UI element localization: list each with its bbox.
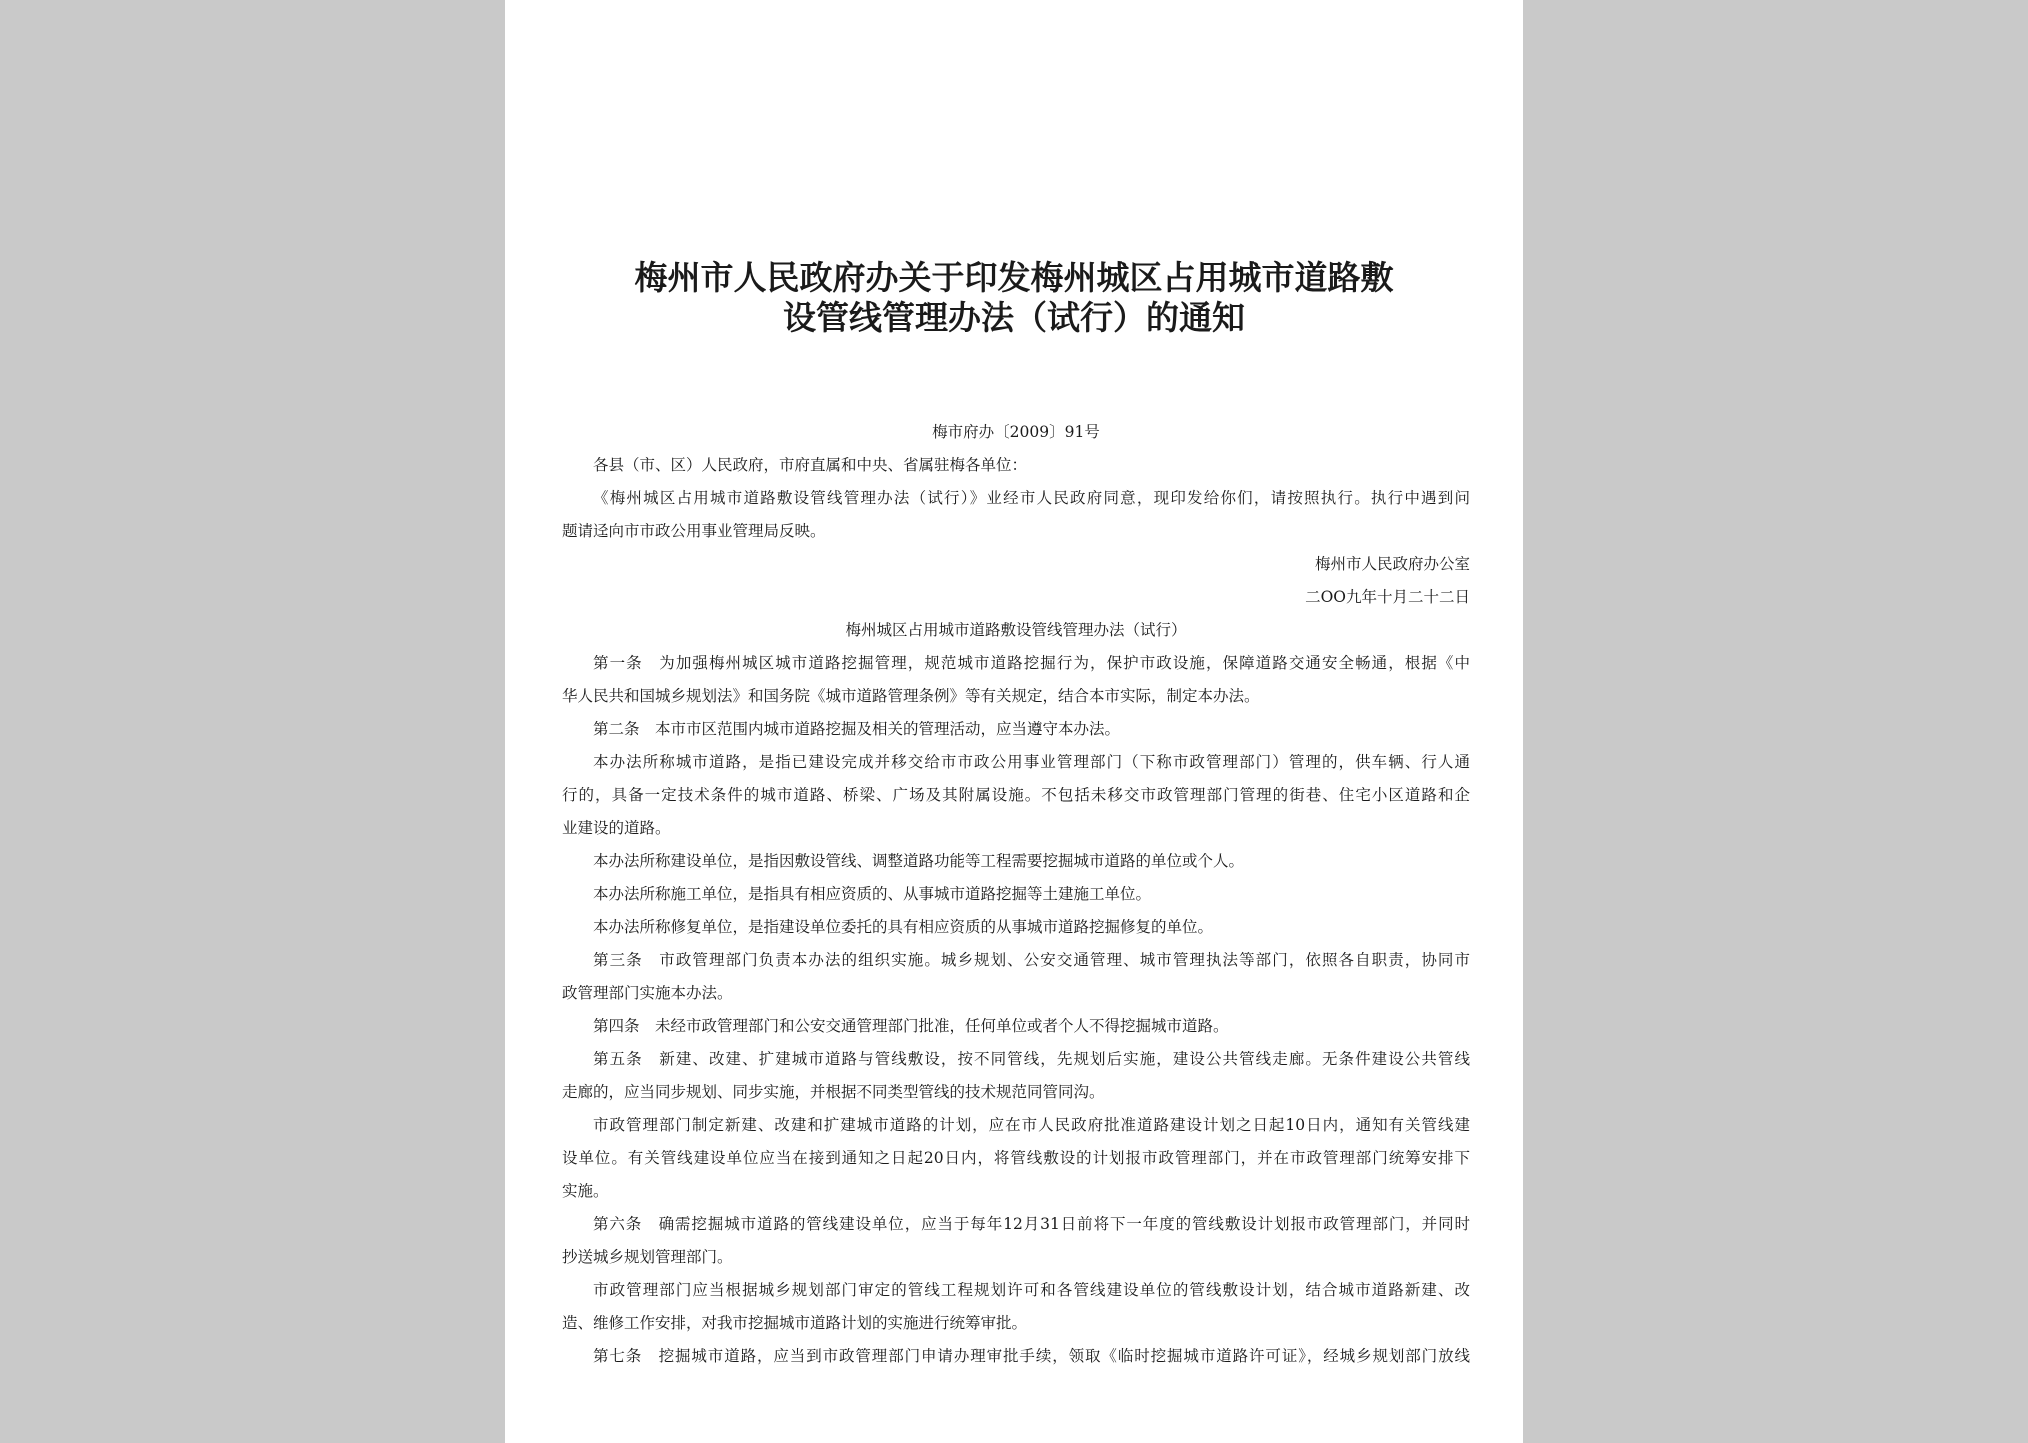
body-line: 业建设的道路。 (562, 819, 671, 837)
body-line: 本办法所称建设单位，是指因敷设管线、调整道路功能等工程需要挖掘城市道路的单位或个人。 (593, 852, 1245, 870)
intro-line-2: 题请迳向市市政公用事业管理局反映。 (562, 522, 826, 540)
issuer-signature: 梅州市人民政府办公室 (1314, 555, 1470, 573)
body-line: 市政管理部门制定新建、改建和扩建城市道路的计划，应在市人民政府批准道路建设计划之日起10日内，通知有关管线建 (593, 1116, 1470, 1134)
body-line: 走廊的，应当同步规划、同步实施，并根据不同类型管线的技术规范同管同沟。 (562, 1083, 1105, 1101)
issue-date: 二OO九年十月二十二日 (1305, 588, 1470, 606)
body-line: 行的，具备一定技术条件的城市道路、桥梁、广场及其附属设施。不包括未移交市政管理部门管理的街巷、住宅小区道路和企 (562, 786, 1470, 804)
title-line-1: 梅州市人民政府办关于印发梅州城区占用城市道路敷 (634, 258, 1394, 297)
body-line: 本办法所称城市道路，是指已建设完成并移交给市市政公用事业管理部门（下称市政管理部门）管理的，供车辆、行人通 (593, 753, 1470, 771)
body-line: 设单位。有关管线建设单位应当在接到通知之日起20日内，将管线敷设的计划报市政管理部门，并在市政管理部门统筹安排下 (562, 1149, 1470, 1167)
title-line-2: 设管线管理办法（试行）的通知 (783, 298, 1245, 337)
regulation-subtitle: 梅州城区占用城市道路敷设管线管理办法（试行） (845, 621, 1187, 639)
body-line: 实施。 (562, 1182, 609, 1200)
document-title (555, 258, 1473, 338)
body-line: 本办法所称施工单位，是指具有相应资质的、从事城市道路挖掘等土建施工单位。 (593, 885, 1152, 903)
body-line: 造、维修工作安排，对我市挖掘城市道路计划的实施进行统筹审批。 (562, 1314, 1028, 1332)
body-line: 第六条 确需挖掘城市道路的管线建设单位，应当于每年12月31日前将下一年度的管线敷设计划报市政管理部门，并同时 (593, 1215, 1470, 1233)
body-line: 政管理部门实施本办法。 (562, 984, 733, 1002)
intro-line-1: 《梅州城区占用城市道路敷设管线管理办法（试行）》业经市人民政府同意，现印发给你们，请按照执行。执行中遇到问 (593, 489, 1470, 507)
recipients-line: 各县（市、区）人民政府，市府直属和中央、省属驻梅各单位： (593, 456, 1028, 474)
body-line: 本办法所称修复单位，是指建设单位委托的具有相应资质的从事城市道路挖掘修复的单位。 (593, 918, 1214, 936)
document-page (505, 0, 1523, 1443)
body-line: 第三条 市政管理部门负责本办法的组织实施。城乡规划、公安交通管理、城市管理执法等部门，依照各自职责，协同市 (593, 951, 1470, 969)
body-line: 华人民共和国城乡规划法》和国务院《城市道路管理条例》等有关规定，结合本市实际，制定本办法。 (562, 687, 1260, 705)
document-number: 梅市府办〔2009〕91号 (932, 423, 1100, 441)
body-line: 第四条 未经市政管理部门和公安交通管理部门批准，任何单位或者个人不得挖掘城市道路。 (593, 1017, 1229, 1035)
body-line: 市政管理部门应当根据城乡规划部门审定的管线工程规划许可和各管线建设单位的管线敷设计划，结合城市道路新建、改 (593, 1281, 1470, 1299)
body-line: 抄送城乡规划管理部门。 (562, 1248, 733, 1266)
body-line: 第七条 挖掘城市道路，应当到市政管理部门申请办理审批手续，领取《临时挖掘城市道路许可证》，经城乡规划部门放线 (593, 1347, 1470, 1365)
body-line: 第五条 新建、改建、扩建城市道路与管线敷设，按不同管线，先规划后实施，建设公共管线走廊。无条件建设公共管线 (593, 1050, 1470, 1068)
body-line: 第一条 为加强梅州城区城市道路挖掘管理，规范城市道路挖掘行为，保护市政设施，保障道路交通安全畅通，根据《中 (593, 654, 1470, 672)
body-line: 第二条 本市市区范围内城市道路挖掘及相关的管理活动，应当遵守本办法。 (593, 720, 1121, 738)
